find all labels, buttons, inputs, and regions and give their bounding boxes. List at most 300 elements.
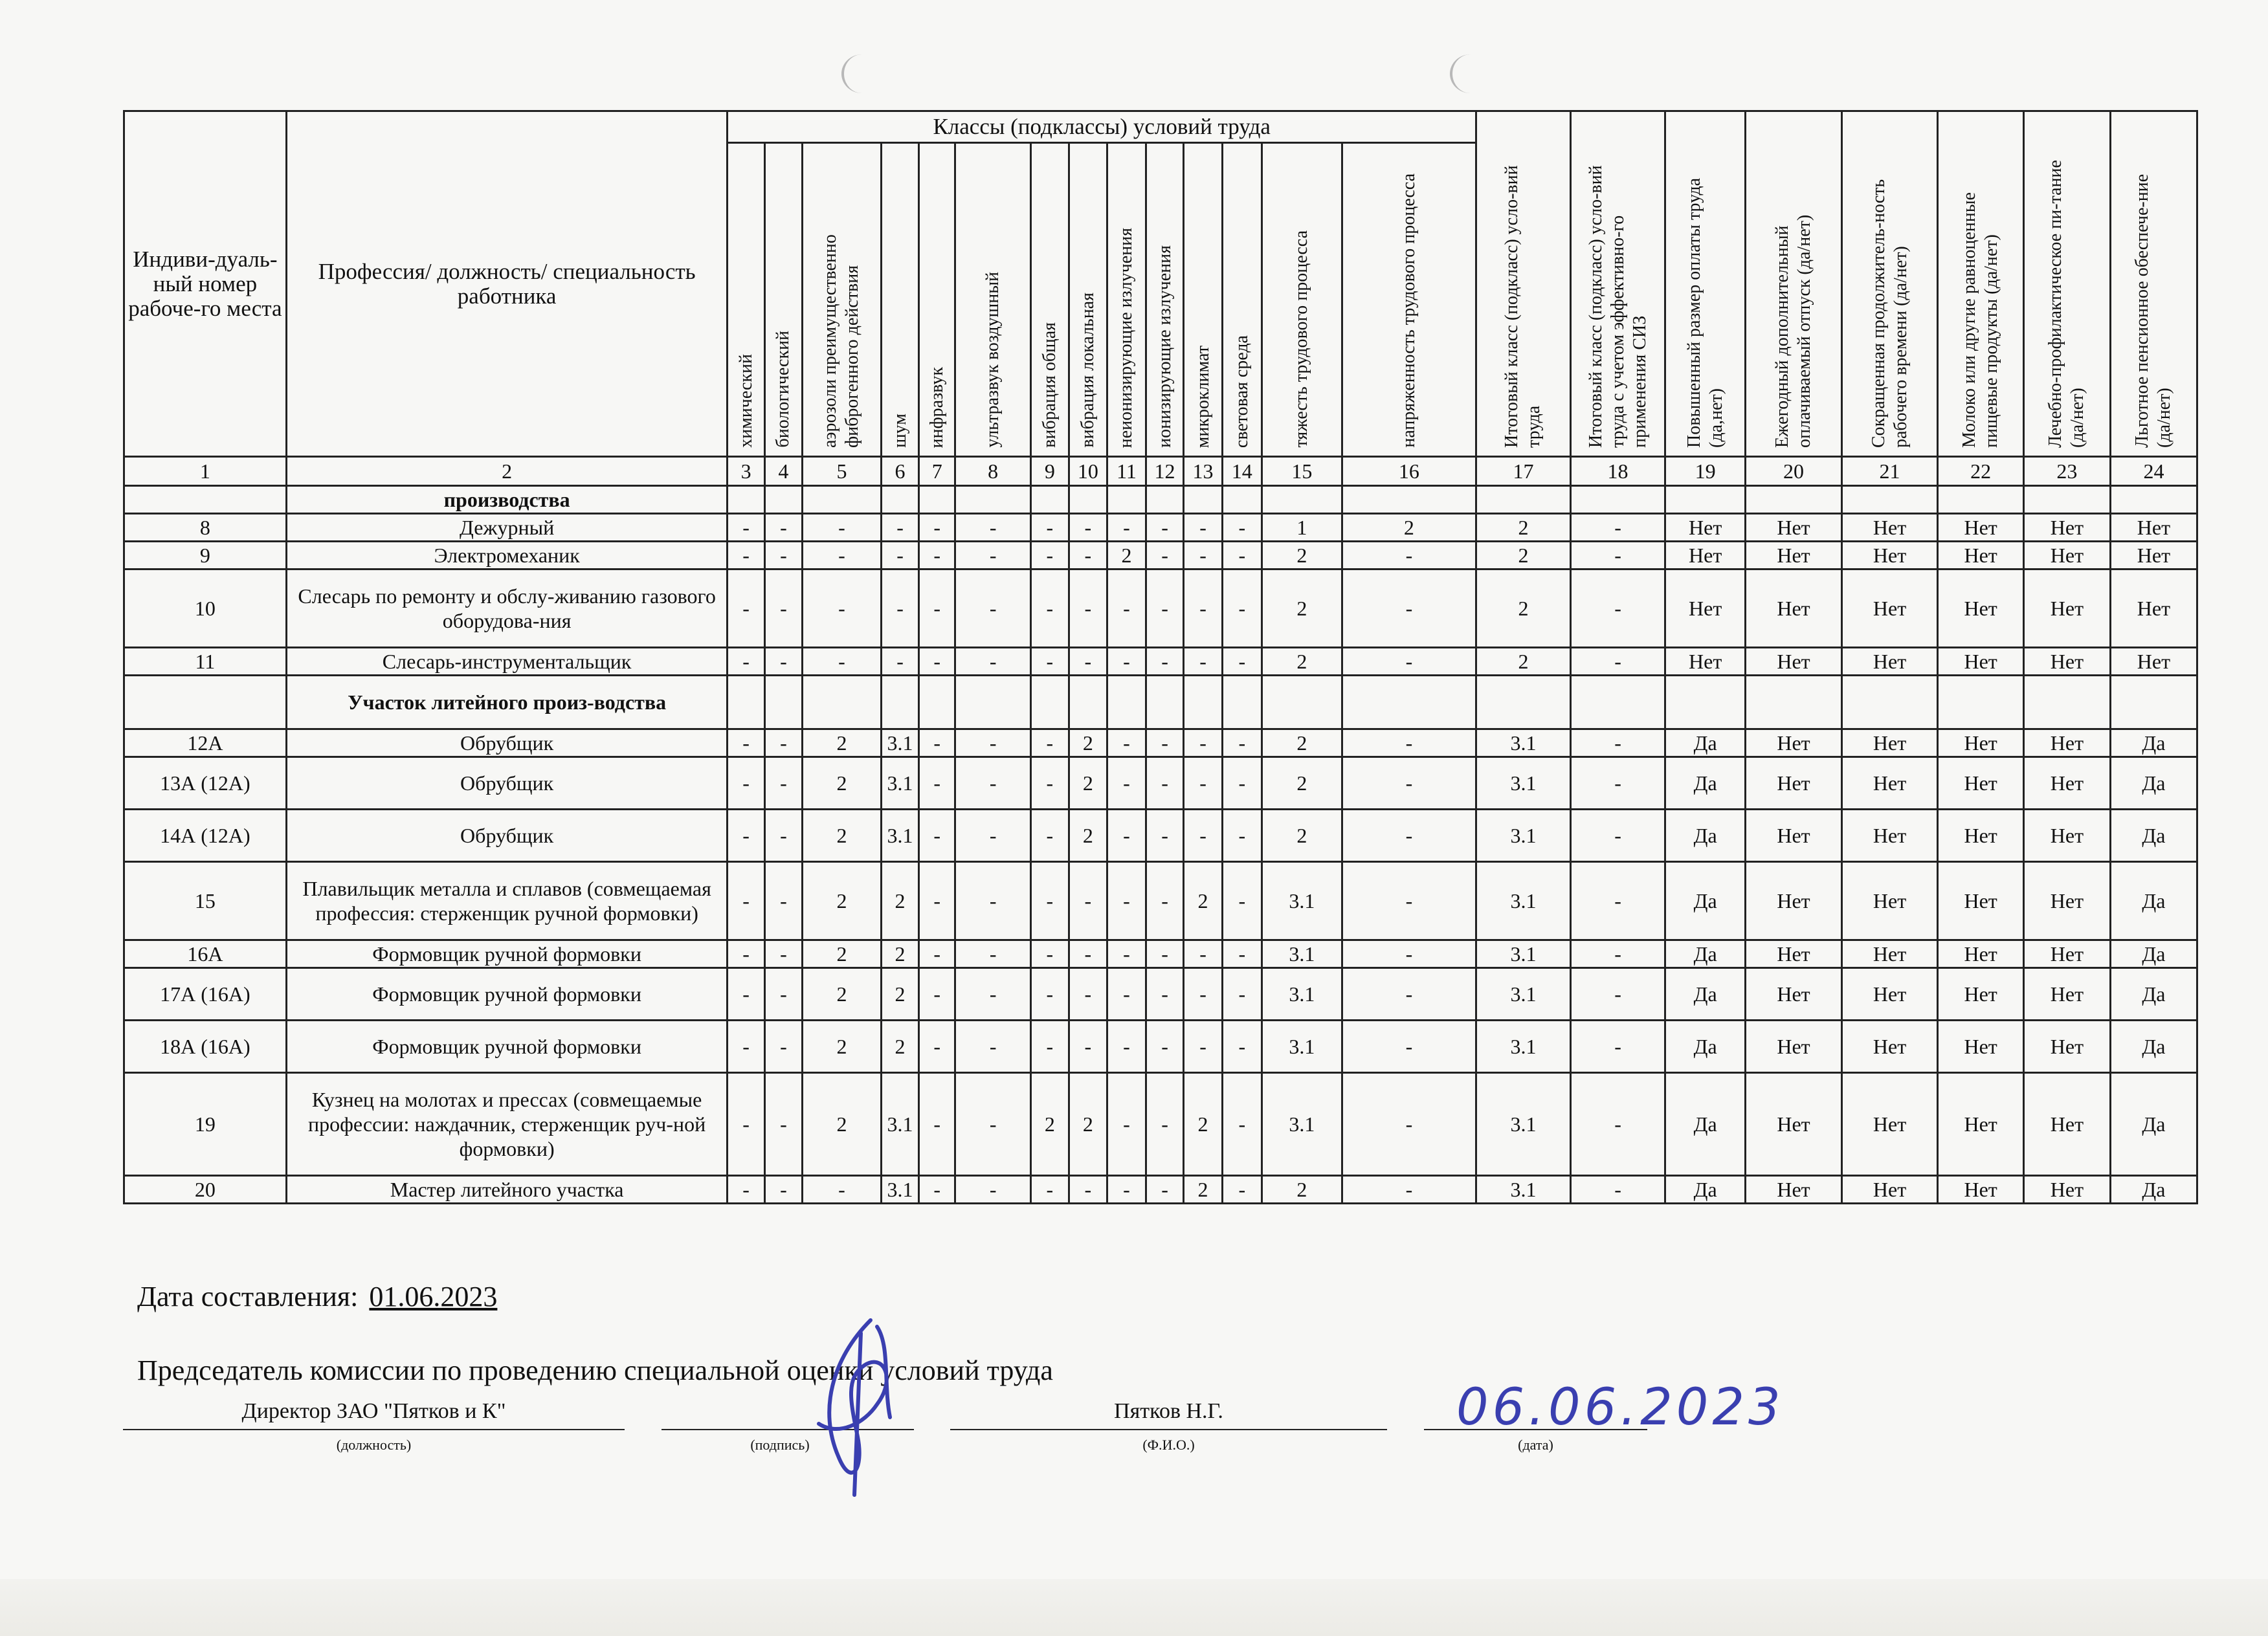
- punch-hole-mark: [841, 54, 883, 93]
- class-value-cell: -: [1184, 514, 1223, 542]
- header-factor-cell: [919, 143, 955, 457]
- class-value-cell: -: [1342, 648, 1476, 676]
- class-value-cell: Да: [2110, 862, 2197, 940]
- class-value-cell: Нет: [1938, 1021, 2024, 1073]
- workplace-number: 14А (12А): [124, 810, 287, 862]
- column-number: 1: [124, 457, 287, 486]
- class-value-cell: -: [1107, 1073, 1146, 1176]
- class-value-cell: -: [1146, 757, 1183, 810]
- empty-cell: [728, 486, 764, 514]
- class-value-cell: 2: [1262, 648, 1342, 676]
- class-value-cell: 2: [1262, 569, 1342, 648]
- class-value-cell: -: [1571, 940, 1665, 968]
- class-value-cell: Нет: [2023, 542, 2110, 569]
- class-value-cell: -: [919, 729, 955, 757]
- workplace-row: [124, 757, 2197, 810]
- column-number: 18: [1571, 457, 1665, 486]
- empty-cell: [1184, 486, 1223, 514]
- empty-cell: [2023, 486, 2110, 514]
- class-value-cell: -: [1222, 729, 1262, 757]
- class-value-cell: Нет: [2023, 1021, 2110, 1073]
- class-value-cell: 2: [1262, 1176, 1342, 1204]
- class-value-cell: -: [1571, 757, 1665, 810]
- class-value-cell: 3.1: [881, 810, 918, 862]
- class-value-cell: Нет: [1746, 1073, 1842, 1176]
- class-value-cell: Нет: [2110, 569, 2197, 648]
- profession-name: Электромеханик: [286, 542, 728, 569]
- empty-cell: [1571, 486, 1665, 514]
- class-value-cell: -: [1031, 1021, 1069, 1073]
- class-value-cell: -: [1031, 810, 1069, 862]
- class-value-cell: -: [764, 542, 802, 569]
- class-value-cell: Нет: [2110, 514, 2197, 542]
- class-value-cell: Нет: [2023, 757, 2110, 810]
- class-value-cell: -: [1342, 757, 1476, 810]
- header-factor-label: химический: [735, 354, 756, 448]
- class-value-cell: -: [1069, 569, 1107, 648]
- page-bottom-edge: [0, 1579, 2268, 1636]
- class-value-cell: -: [1031, 862, 1069, 940]
- class-value-cell: -: [955, 757, 1031, 810]
- class-value-cell: 2: [1184, 1073, 1223, 1176]
- section-row: [124, 486, 2197, 514]
- class-value-cell: -: [1571, 1021, 1665, 1073]
- class-value-cell: Да: [1665, 810, 1746, 862]
- column-number: 23: [2023, 457, 2110, 486]
- punch-hole-mark: [1450, 54, 1491, 93]
- class-value-cell: 2: [803, 810, 882, 862]
- class-value-cell: -: [728, 1021, 764, 1073]
- class-value-cell: -: [1031, 1176, 1069, 1204]
- class-value-cell: -: [919, 542, 955, 569]
- class-value-cell: Нет: [1841, 1021, 1938, 1073]
- workplace-number: 13А (12А): [124, 757, 287, 810]
- class-value-cell: -: [1031, 514, 1069, 542]
- workplace-row: [124, 968, 2197, 1021]
- class-value-cell: -: [1222, 862, 1262, 940]
- class-value-cell: -: [1069, 940, 1107, 968]
- class-value-cell: 2: [1262, 542, 1342, 569]
- date-compiled-label: Дата составления:: [137, 1281, 359, 1312]
- class-value-cell: -: [728, 968, 764, 1021]
- workplace-row: [124, 1176, 2197, 1204]
- header-factor-cell: [881, 143, 918, 457]
- class-value-cell: -: [955, 569, 1031, 648]
- class-value-cell: -: [803, 648, 882, 676]
- workplace-number: 8: [124, 514, 287, 542]
- empty-cell: [2110, 676, 2197, 729]
- column-number: 15: [1262, 457, 1342, 486]
- workplace-row: [124, 810, 2197, 862]
- class-value-cell: -: [764, 810, 802, 862]
- class-value-cell: 2: [1184, 1176, 1223, 1204]
- class-value-cell: -: [1222, 648, 1262, 676]
- class-value-cell: -: [881, 648, 918, 676]
- header-factor-label: световая среда: [1231, 335, 1252, 448]
- workplace-row: [124, 514, 2197, 542]
- class-value-cell: -: [728, 729, 764, 757]
- empty-cell: [2023, 676, 2110, 729]
- class-value-cell: Да: [2110, 1021, 2197, 1073]
- class-value-cell: -: [919, 514, 955, 542]
- class-value-cell: -: [919, 940, 955, 968]
- column-number: 22: [1938, 457, 2024, 486]
- class-value-cell: Нет: [1841, 569, 1938, 648]
- class-value-cell: 3.1: [1476, 1176, 1570, 1204]
- profession-name: Формовщик ручной формовки: [286, 940, 728, 968]
- date-compiled: [137, 1280, 497, 1313]
- class-value-cell: Да: [1665, 757, 1746, 810]
- class-value-cell: 3.1: [1262, 862, 1342, 940]
- header-factor-cell: [1222, 143, 1262, 457]
- class-value-cell: 2: [1069, 810, 1107, 862]
- class-value-cell: Нет: [2023, 1073, 2110, 1176]
- class-value-cell: 2: [1476, 569, 1570, 648]
- empty-cell: [919, 486, 955, 514]
- signature-caption: (подпись): [750, 1437, 810, 1453]
- header-tail-label: Ежегодный дополнительный оплачиваемый отпуск (да/нет): [1772, 214, 1814, 448]
- class-value-cell: -: [803, 1176, 882, 1204]
- empty-cell: [1342, 486, 1476, 514]
- workplace-row: [124, 729, 2197, 757]
- class-value-cell: Нет: [1841, 729, 1938, 757]
- handwritten-date: 06.06.2023: [1456, 1378, 1784, 1437]
- class-value-cell: 2: [1069, 729, 1107, 757]
- header-tail-cell: [2110, 111, 2197, 457]
- class-value-cell: -: [728, 862, 764, 940]
- empty-cell: [919, 676, 955, 729]
- column-number: 20: [1746, 457, 1842, 486]
- class-value-cell: 3.1: [1476, 1021, 1570, 1073]
- class-value-cell: -: [955, 1021, 1031, 1073]
- column-number: 13: [1184, 457, 1223, 486]
- header-factor-label: инфразвук: [926, 366, 947, 448]
- class-value-cell: Да: [2110, 940, 2197, 968]
- profession-name: Мастер литейного участка: [286, 1176, 728, 1204]
- commission-chair-title: Председатель комиссии по проведению специальной оценки условий труда: [137, 1354, 1053, 1386]
- column-number: 9: [1031, 457, 1069, 486]
- class-value-cell: -: [764, 729, 802, 757]
- class-value-cell: -: [1069, 1176, 1107, 1204]
- class-value-cell: -: [764, 940, 802, 968]
- class-value-cell: 3.1: [1476, 757, 1570, 810]
- empty-cell: [1665, 676, 1746, 729]
- class-value-cell: -: [1107, 757, 1146, 810]
- class-value-cell: -: [1031, 968, 1069, 1021]
- empty-cell: [1222, 676, 1262, 729]
- class-value-cell: -: [1184, 968, 1223, 1021]
- class-value-cell: -: [1146, 514, 1183, 542]
- class-value-cell: -: [1031, 542, 1069, 569]
- class-value-cell: Нет: [1746, 1176, 1842, 1204]
- header-factor-label: вибрация общая: [1039, 322, 1060, 448]
- workplace-number: 16А: [124, 940, 287, 968]
- class-value-cell: Да: [2110, 968, 2197, 1021]
- class-value-cell: 3.1: [881, 1073, 918, 1176]
- class-value-cell: -: [728, 757, 764, 810]
- class-value-cell: 3.1: [881, 729, 918, 757]
- class-value-cell: Нет: [1938, 542, 2024, 569]
- class-value-cell: Нет: [1938, 1073, 2024, 1176]
- class-value-cell: Нет: [1938, 968, 2024, 1021]
- chair-position: Директор ЗАО "Пятков и К": [241, 1399, 506, 1423]
- empty-cell: [1841, 486, 1938, 514]
- class-value-cell: -: [1342, 968, 1476, 1021]
- class-value-cell: 2: [1262, 729, 1342, 757]
- class-value-cell: Да: [1665, 1176, 1746, 1204]
- class-value-cell: 2: [803, 940, 882, 968]
- class-value-cell: 2: [803, 968, 882, 1021]
- class-value-cell: -: [1069, 648, 1107, 676]
- class-value-cell: 3.1: [1262, 940, 1342, 968]
- empty-cell: [1107, 486, 1146, 514]
- class-value-cell: -: [1222, 1073, 1262, 1176]
- class-value-cell: -: [1146, 1176, 1183, 1204]
- class-value-cell: -: [1031, 648, 1069, 676]
- header-factor-cell: [764, 143, 802, 457]
- class-value-cell: 2: [1262, 810, 1342, 862]
- class-value-cell: Нет: [1746, 862, 1842, 940]
- header-factor-cell: [1069, 143, 1107, 457]
- workplace-row: [124, 648, 2197, 676]
- class-value-cell: -: [1342, 940, 1476, 968]
- class-value-cell: Да: [1665, 729, 1746, 757]
- class-value-cell: -: [1107, 729, 1146, 757]
- class-value-cell: 2: [803, 1073, 882, 1176]
- class-value-cell: -: [1107, 862, 1146, 940]
- column-number: 21: [1841, 457, 1938, 486]
- class-value-cell: Нет: [2110, 648, 2197, 676]
- header-factor-label: напряженность трудового процесса: [1398, 173, 1419, 448]
- class-value-cell: -: [1222, 569, 1262, 648]
- class-value-cell: 2: [1107, 542, 1146, 569]
- class-value-cell: Нет: [1938, 757, 2024, 810]
- class-value-cell: Нет: [1746, 569, 1842, 648]
- workplace-number: 17А (16А): [124, 968, 287, 1021]
- header-tail-label: Молоко или другие равноценные пищевые продукты (да/нет): [1959, 192, 2002, 448]
- class-value-cell: -: [1107, 968, 1146, 1021]
- header-factor-cell: [728, 143, 764, 457]
- empty-cell: [881, 486, 918, 514]
- empty-cell: [881, 676, 918, 729]
- empty-cell: [1938, 676, 2024, 729]
- class-value-cell: 2: [1476, 514, 1570, 542]
- header-factor-cell: [1031, 143, 1069, 457]
- class-value-cell: Нет: [1938, 569, 2024, 648]
- class-value-cell: -: [1342, 1073, 1476, 1176]
- class-value-cell: Нет: [1938, 729, 2024, 757]
- class-value-cell: 3.1: [1476, 810, 1570, 862]
- class-value-cell: -: [955, 810, 1031, 862]
- empty-cell: [124, 486, 287, 514]
- column-number: 17: [1476, 457, 1570, 486]
- column-number: 6: [881, 457, 918, 486]
- class-value-cell: -: [1222, 514, 1262, 542]
- empty-cell: [803, 676, 882, 729]
- workplace-number: 19: [124, 1073, 287, 1176]
- class-value-cell: -: [728, 542, 764, 569]
- class-value-cell: -: [728, 648, 764, 676]
- class-value-cell: Нет: [2110, 542, 2197, 569]
- column-number: 3: [728, 457, 764, 486]
- class-value-cell: -: [1031, 940, 1069, 968]
- class-value-cell: Нет: [1841, 968, 1938, 1021]
- class-value-cell: -: [728, 810, 764, 862]
- class-value-cell: -: [919, 862, 955, 940]
- workplace-number: 15: [124, 862, 287, 940]
- header-tail-label: Итоговый класс (подкласс) усло-вий труда с учетом эффективно-го применения СИЗ: [1585, 165, 1650, 448]
- class-value-cell: 3.1: [1476, 729, 1570, 757]
- class-value-cell: -: [1184, 648, 1223, 676]
- header-profession: Профессия/ должность/ специальность работника: [286, 111, 728, 457]
- class-value-cell: Нет: [1665, 569, 1746, 648]
- class-value-cell: 3.1: [1476, 968, 1570, 1021]
- class-value-cell: Нет: [1938, 810, 2024, 862]
- class-value-cell: -: [1069, 968, 1107, 1021]
- class-value-cell: -: [1069, 1021, 1107, 1073]
- class-value-cell: -: [919, 569, 955, 648]
- header-tail-label: Итоговый класс (подкласс) усло-вий труда: [1502, 165, 1544, 448]
- class-value-cell: Нет: [1841, 648, 1938, 676]
- class-value-cell: -: [803, 514, 882, 542]
- class-value-cell: -: [1342, 1021, 1476, 1073]
- class-value-cell: -: [1571, 514, 1665, 542]
- header-tail-cell: [1746, 111, 1842, 457]
- class-value-cell: 3.1: [1476, 862, 1570, 940]
- header-factor-label: биологический: [773, 331, 794, 448]
- column-number: 10: [1069, 457, 1107, 486]
- class-value-cell: -: [919, 648, 955, 676]
- class-value-cell: -: [1184, 569, 1223, 648]
- header-factor-label: аэрозоли преимущественно фиброгенного действия: [820, 234, 863, 448]
- class-value-cell: -: [1222, 757, 1262, 810]
- class-value-cell: Да: [2110, 1176, 2197, 1204]
- header-tail-label: Лечебно-профилактическое пи-тание (да/нет): [2045, 160, 2088, 448]
- position-line: [123, 1429, 625, 1430]
- class-value-cell: Нет: [1746, 940, 1842, 968]
- class-value-cell: Нет: [1841, 862, 1938, 940]
- header-factor-label: шум: [889, 414, 910, 448]
- header-tail-cell: [1476, 111, 1570, 457]
- class-value-cell: Нет: [1665, 514, 1746, 542]
- section-title: Участок литейного произ-водства: [286, 676, 728, 729]
- class-value-cell: -: [1342, 542, 1476, 569]
- class-value-cell: -: [1146, 968, 1183, 1021]
- class-value-cell: -: [881, 514, 918, 542]
- class-value-cell: -: [1222, 810, 1262, 862]
- class-value-cell: -: [1107, 1021, 1146, 1073]
- header-factor-cell: [1184, 143, 1223, 457]
- class-value-cell: 2: [881, 940, 918, 968]
- class-value-cell: 3.1: [1476, 1073, 1570, 1176]
- class-value-cell: -: [1107, 1176, 1146, 1204]
- class-value-cell: Да: [2110, 757, 2197, 810]
- header-factor-cell: [1107, 143, 1146, 457]
- class-value-cell: -: [881, 569, 918, 648]
- class-value-cell: -: [1146, 542, 1183, 569]
- class-value-cell: Нет: [1746, 968, 1842, 1021]
- header-tail-label: Сокращенная продолжитель-ность рабочего времени (да/нет): [1868, 179, 1911, 448]
- class-value-cell: 2: [1476, 542, 1570, 569]
- column-number: 12: [1146, 457, 1183, 486]
- class-value-cell: -: [1107, 569, 1146, 648]
- empty-cell: [1146, 676, 1183, 729]
- section-title: производства: [286, 486, 728, 514]
- class-value-cell: -: [1222, 542, 1262, 569]
- class-value-cell: Нет: [1665, 542, 1746, 569]
- workplace-number: 11: [124, 648, 287, 676]
- class-value-cell: Нет: [1938, 648, 2024, 676]
- class-value-cell: -: [1184, 810, 1223, 862]
- class-value-cell: -: [1146, 1073, 1183, 1176]
- class-value-cell: Нет: [2023, 514, 2110, 542]
- empty-cell: [1746, 676, 1842, 729]
- header-factor-cell: [955, 143, 1031, 457]
- profession-name: Формовщик ручной формовки: [286, 968, 728, 1021]
- class-value-cell: Нет: [1746, 1021, 1842, 1073]
- empty-cell: [1476, 676, 1570, 729]
- empty-cell: [1342, 676, 1476, 729]
- class-value-cell: Да: [1665, 1021, 1746, 1073]
- class-value-cell: Нет: [1938, 514, 2024, 542]
- class-value-cell: -: [1107, 810, 1146, 862]
- header-tail-label: Повышенный размер оплаты труда (да,нет): [1684, 177, 1726, 448]
- empty-cell: [1069, 486, 1107, 514]
- header-factor-label: микроклимат: [1192, 345, 1213, 448]
- class-value-cell: -: [1342, 569, 1476, 648]
- class-value-cell: Нет: [1746, 810, 1842, 862]
- empty-cell: [2110, 486, 2197, 514]
- class-value-cell: -: [955, 1073, 1031, 1176]
- class-value-cell: -: [1069, 514, 1107, 542]
- class-value-cell: 2: [803, 729, 882, 757]
- class-value-cell: -: [1342, 729, 1476, 757]
- class-value-cell: 1: [1262, 514, 1342, 542]
- class-value-cell: -: [955, 648, 1031, 676]
- class-value-cell: Нет: [1746, 542, 1842, 569]
- profession-name: Плавильщик металла и сплавов (совмещаемая профессия: стерженщик ручной формовки): [286, 862, 728, 940]
- date-caption: (дата): [1518, 1437, 1553, 1453]
- profession-name: Кузнец на молотах и прессах (совмещаемые профессии: наждачник, стерженщик руч-ной формовки): [286, 1073, 728, 1176]
- header-factor-cell: [803, 143, 882, 457]
- empty-cell: [1146, 486, 1183, 514]
- profession-name: Обрубщик: [286, 810, 728, 862]
- empty-cell: [1031, 486, 1069, 514]
- class-value-cell: 3.1: [1262, 1073, 1342, 1176]
- empty-cell: [1571, 676, 1665, 729]
- class-value-cell: Нет: [1938, 940, 2024, 968]
- class-value-cell: 2: [881, 1021, 918, 1073]
- class-value-cell: Нет: [2023, 940, 2110, 968]
- class-value-cell: Нет: [2023, 648, 2110, 676]
- column-number: 11: [1107, 457, 1146, 486]
- workplace-row: [124, 862, 2197, 940]
- class-value-cell: 2: [803, 757, 882, 810]
- empty-cell: [1031, 676, 1069, 729]
- class-value-cell: -: [881, 542, 918, 569]
- class-value-cell: -: [1184, 757, 1223, 810]
- class-value-cell: Нет: [2023, 569, 2110, 648]
- class-value-cell: -: [955, 542, 1031, 569]
- workplace-row: [124, 569, 2197, 648]
- empty-cell: [1069, 676, 1107, 729]
- class-value-cell: Да: [2110, 810, 2197, 862]
- empty-cell: [764, 486, 802, 514]
- workplace-number: 10: [124, 569, 287, 648]
- class-value-cell: -: [955, 968, 1031, 1021]
- workplace-number: 20: [124, 1176, 287, 1204]
- header-tail-label: Льготное пенсионное обеспече-ние (да/нет): [2132, 173, 2175, 448]
